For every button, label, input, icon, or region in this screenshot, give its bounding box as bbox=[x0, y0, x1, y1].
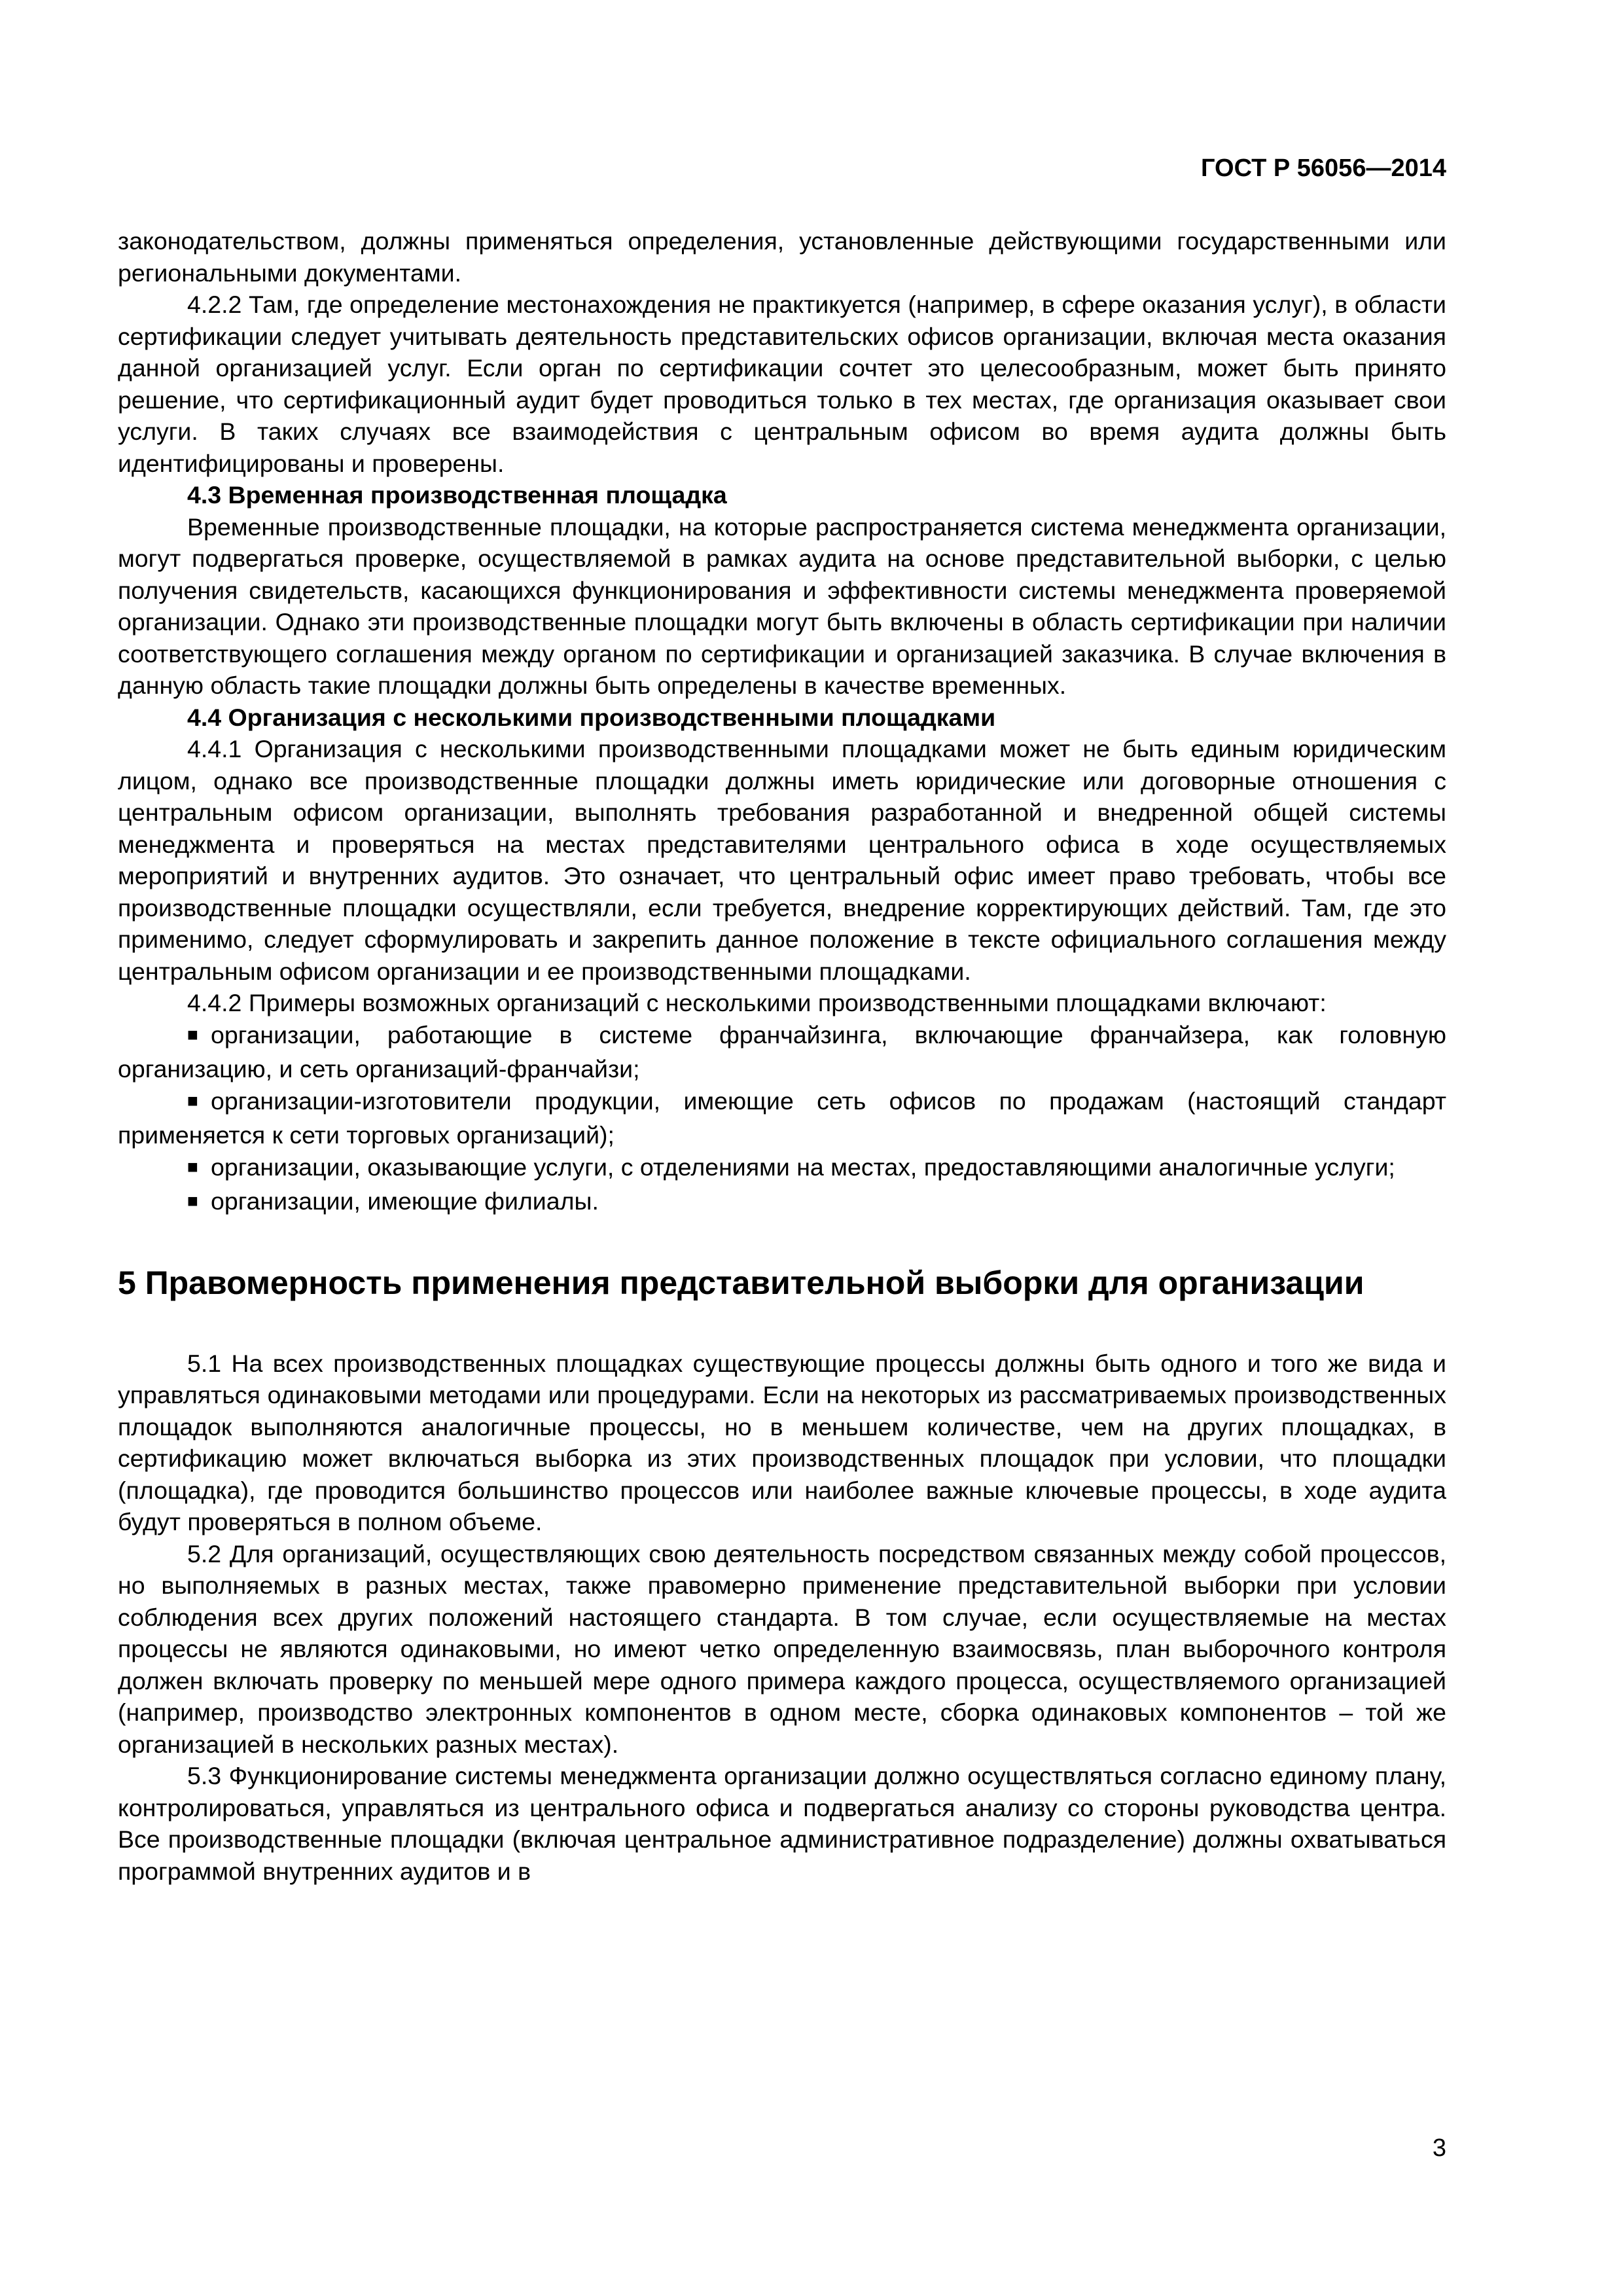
list-item bbox=[118, 1085, 1446, 1151]
bullet-list bbox=[118, 1019, 1446, 1220]
list-item-text: организации, оказывающие услуги, с отделениями на местах, предоставляющими аналогичные услуги; bbox=[211, 1153, 1395, 1181]
subheading-4-4: 4.4 Организация с несколькими производственными площадками bbox=[187, 703, 996, 731]
paragraph-4-3: Временные производственные площадки, на которые распространяется система менеджмента организации, могут подвергаться проверке, осуществляемой в рамках аудита на основе представительной выборки, с целью получения свидетельств, касающихся функционирования и эффективности системы менеджмента проверяемой организации. Однако эти производственные площадки могут быть включены в область сертификации при наличии соответствующего соглашения между органом по сертификации и организацией заказчика. В случае включения в данную область такие площадки должны быть определены в качестве временных. bbox=[118, 512, 1446, 699]
body-text bbox=[118, 225, 1446, 1220]
paragraph-continuation: законодательством, должны применяться определения, установленные действующими государственными или региональными документами. bbox=[118, 227, 1446, 287]
bullet-square-icon: ■ bbox=[187, 1090, 198, 1111]
list-item-text: организации, имеющие филиалы. bbox=[211, 1187, 599, 1215]
paragraph-5-2: 5.2 Для организаций, осуществляющих свою деятельность посредством связанных между собой процессов, но выполняемых в разных местах, также правомерно применение представительной выборки при условии соблюдения всех других положений настоящего стандарта. В том случае, если осуществляемые на местах процессы не являются одинаковыми, но имеют четко определенную взаимосвязь, план выборочного контроля должен включать проверку по меньшей мере одного примера каждого процесса, осуществляемого организацией (например, производство электронных компонентов в одном месте, сборка одинаковых компонентов – той же организацией в нескольких разных местах). bbox=[118, 1539, 1446, 1758]
paragraph-4-4-2: 4.4.2 Примеры возможных организаций с несколькими производственными площадками включают: bbox=[187, 989, 1327, 1016]
document-code: ГОСТ Р 56056—2014 bbox=[1201, 154, 1446, 182]
page-number: 3 bbox=[1432, 2134, 1446, 2162]
list-item bbox=[118, 1151, 1446, 1186]
paragraph-5-3: 5.3 Функционирование системы менеджмента организации должно осуществляться согласно единому плану, контролироваться, управляться из центрального офиса и подвергаться анализу со стороны руководства центра. Все производственные площадки (включая центральное административное подразделение) должны охватываться программой внутренних аудитов и в bbox=[118, 1762, 1446, 1885]
list-item-text: организации-изготовители продукции, имеющие сеть офисов по продажам (настоящий стандарт применяется к сети торговых организаций); bbox=[118, 1086, 1446, 1149]
paragraph-4-4-1: 4.4.1 Организация с несколькими производственными площадками может не быть единым юридическим лицом, однако все производственные площадки должны иметь юридические или договорные отношения с центральным офисом организации, выполнять требования разработанной и внедренной общей системы менеджмента и проверяться на местах представителями центрального офиса в ходе осуществляемых мероприятий и внутренних аудитов. Это означает, что центральный офис имеет право требовать, чтобы все производственные площадки осуществляли, если требуется, внедрение корректирующих действий. Там, где это применимо, следует сформулировать и закрепить данное положение в тексте официального соглашения между центральным офисом организации и ее производственными площадками. bbox=[118, 735, 1446, 985]
bullet-square-icon: ■ bbox=[187, 1024, 198, 1045]
list-item bbox=[118, 1019, 1446, 1085]
list-item-text: организации, работающие в системе франчайзинга, включающие франчайзера, как головную организацию, и сеть организаций-франчайзи; bbox=[118, 1020, 1446, 1083]
bullet-square-icon: ■ bbox=[187, 1191, 198, 1211]
bullet-square-icon: ■ bbox=[187, 1156, 198, 1177]
list-item bbox=[118, 1185, 1446, 1220]
paragraph-5-1: 5.1 На всех производственных площадках существующие процессы должны быть одного и того же вида и управляться одинаковыми методами или процедурами. Если на некоторых из рассматриваемых производственных площадок выполняются аналогичные процессы, но в меньшем количестве, чем на других площадках, в сертификацию может включаться выборка из этих производственных площадок при условии, что площадки (площадка), где проводится большинство процессов или наиболее важные ключевые процессы, в ходе аудита будут проверяться в полном объеме. bbox=[118, 1349, 1446, 1535]
subheading-4-3: 4.3 Временная производственная площадка bbox=[187, 481, 727, 509]
section-5-body bbox=[118, 1348, 1446, 1888]
paragraph-4-2-2: 4.2.2 Там, где определение местонахождения не практикуется (например, в сфере оказания услуг), в области сертификации следует учитывать деятельность представительских офисов организации, включая места оказания данной организацией услуг. Если орган по сертификации сочтет это целесообразным, может быть принято решение, что сертификационный аудит будет проводиться только в тех местах, где организация оказывает свои услуги. В таких случаях все взаимодействия с центральным офисом во время аудита должны быть идентифицированы и проверены. bbox=[118, 291, 1446, 477]
section-5-heading: 5 Правомерность применения представительной выборки для организации bbox=[118, 1264, 1364, 1301]
